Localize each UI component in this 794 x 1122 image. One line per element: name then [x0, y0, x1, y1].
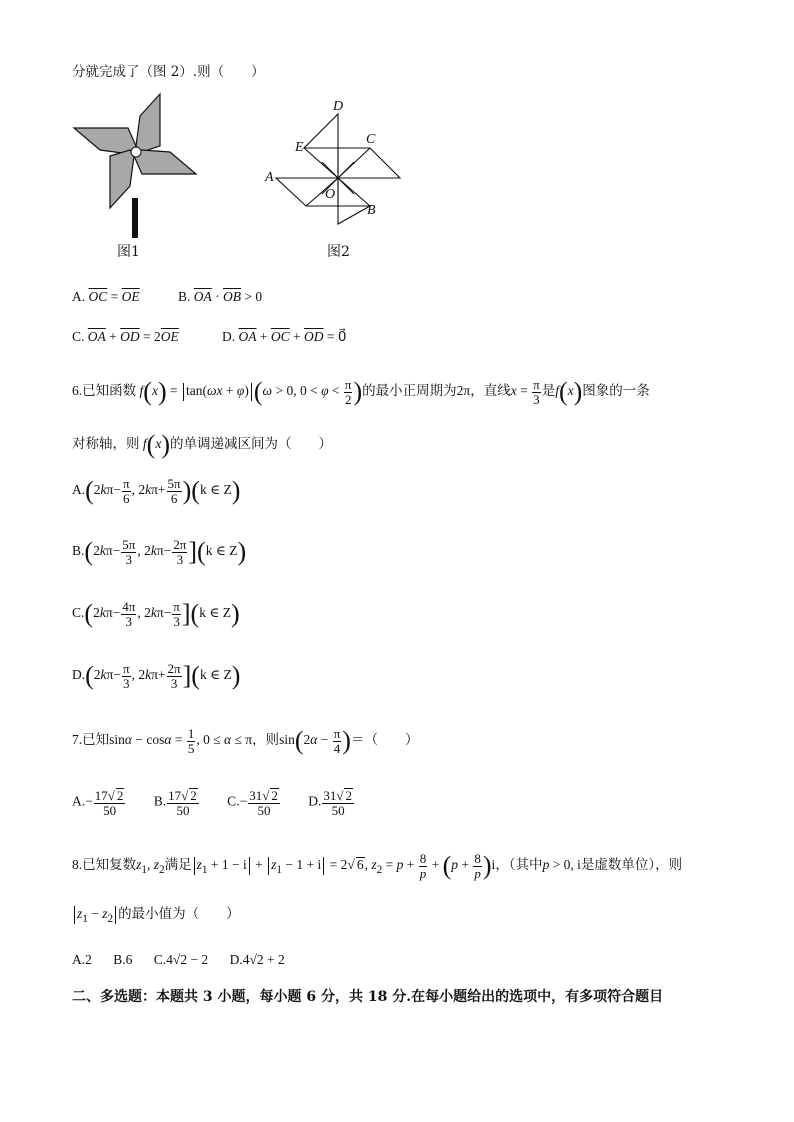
frac-num: 2π — [167, 661, 181, 676]
pinwheel-stick — [132, 198, 138, 238]
point-label-b: B — [367, 203, 376, 218]
q8-option-c[interactable] — [154, 952, 208, 967]
option-expr: $\overline{OC} = \overline{OE}$ — [88, 289, 140, 304]
frac-num: 2π — [173, 537, 187, 552]
q8-text: ，（其中 — [495, 857, 543, 873]
q7-option-a[interactable]: A.− $\frac{17√ 2}{50}$ — [72, 788, 124, 818]
section-2-heading: 二、多选题：本题共 3 小题，每小题 6 分，共 18 分.在每小题给出的选项中，有多项符合题目 — [72, 989, 664, 1005]
q6-stem-line-1: 6.已知函数 f(x) = tan(ωx + φ) (ω > 0, 0 < φ < $\frac{\pi}{2}$ )的最小正周期为2π，直线x = $\frac{\pi}{3}$ 是f(x)图象的一条 — [72, 377, 650, 407]
frac-num: 17 — [168, 788, 182, 803]
q6-period: 2π — [456, 383, 471, 399]
frac-num: 17 — [94, 788, 108, 803]
frac-num: 4π — [122, 599, 136, 614]
q7-option-d[interactable]: D. $\frac{31√ 2}{50}$ — [308, 788, 352, 818]
k-condition: k ∈ Z — [199, 482, 232, 498]
option-label: C. — [227, 793, 240, 809]
q8-text: 满足 — [164, 857, 192, 873]
question-number: 7. — [72, 732, 83, 748]
q8-stem-line-2: $z_1 - z_2$ 的最小值为（ ） — [72, 906, 240, 925]
sign: + — [157, 482, 166, 498]
option-label: A. — [72, 289, 86, 304]
option-label: B. — [113, 952, 126, 967]
q7-text: ＝（ ） — [350, 732, 419, 748]
pinwheel-pin — [131, 147, 141, 157]
option-value: 2 — [85, 952, 92, 967]
frac-num: π — [123, 476, 130, 491]
option-label: A. — [72, 482, 86, 498]
frac-den: 6 — [167, 491, 182, 506]
point-label-o: O — [325, 187, 336, 202]
q6-option-a[interactable]: A.(2kπ− $\frac{\pi}{6}$ , 2kπ+ $\frac{5\pi}{6}$ )(k ∈ Z) — [72, 476, 241, 506]
q8-option-a[interactable] — [72, 952, 92, 967]
point-label-d: D — [333, 99, 344, 114]
q7-text: ，则 — [252, 732, 280, 748]
frac-den: 3 — [121, 552, 136, 567]
option-label: C. — [153, 952, 167, 967]
q6-option-b[interactable]: B.(2kπ− $\frac{5\pi}{3}$ , 2kπ− $\frac{2\pi}{3}$ ](k ∈ Z) — [72, 537, 247, 567]
frac-num: π — [123, 661, 130, 676]
point-label-c: C — [366, 132, 376, 147]
q8-option-b[interactable] — [113, 952, 132, 967]
option-value: 6 — [125, 952, 133, 967]
sign: + — [157, 667, 166, 683]
frac-den: 3 — [172, 552, 187, 567]
figure-1-label: 图1 — [117, 244, 140, 260]
q8-stem-line-1: 8.已知复数$z_1$, $z_2$满足 $z_1 + 1 - i + z_1 - 1 + i = 2√$ 6, $z_2 = p$ + $\frac{8}{p}$ + (p + $\frac{8}{p}$ )i，（其中p > 0, i是虚数单位），则 — [72, 851, 683, 881]
sign: − — [163, 605, 172, 621]
frac-den: 3 — [123, 675, 130, 691]
sign: − — [113, 482, 121, 498]
q6-text: 的单调递减区间为（ ） — [169, 436, 332, 452]
option-label: D. — [222, 329, 236, 344]
k-condition: k ∈ Z — [205, 543, 238, 559]
q5-option-c[interactable] — [72, 330, 179, 344]
q7-options — [72, 788, 379, 817]
option-value: 4√2 − 2 — [166, 952, 209, 967]
figure-2-edge — [338, 148, 400, 178]
bracket: ( — [85, 476, 94, 506]
option-label: D. — [308, 793, 322, 809]
q6-text: 对称轴，则 — [72, 436, 140, 452]
sign: − — [85, 793, 93, 809]
pinwheel-blade — [74, 128, 136, 154]
q7-stem: 7.已知sinα − cosα = $\frac{1}{5}$ , 0 ≤ α ≤ π，则sin(2α − $\frac{\pi}{4}$ )＝（ ） — [72, 726, 419, 756]
k-condition: k ∈ Z — [199, 605, 231, 621]
q8-options — [72, 953, 285, 967]
pinwheel-blade — [110, 150, 134, 208]
option-value: 4√2 + 2 — [242, 952, 285, 967]
frac-den: 50 — [94, 803, 126, 818]
pinwheel-figure-1 — [70, 90, 220, 240]
sign: − — [113, 667, 121, 683]
bracket: ) — [182, 476, 192, 506]
point-label-a: A — [265, 170, 274, 185]
figure-2-edge — [304, 114, 338, 178]
question-number: 8. — [72, 857, 83, 873]
frac-den: 50 — [167, 803, 199, 818]
figure-2-label: 图2 — [327, 244, 350, 260]
sign: − — [163, 543, 172, 559]
q6-text: 的最小正周期为 — [362, 383, 457, 399]
option-label: B. — [72, 543, 85, 559]
option-label: B. — [153, 793, 167, 809]
q8-text: 的最小值为（ ） — [118, 906, 240, 922]
sign: − — [112, 543, 121, 559]
frac-den: 3 — [167, 676, 182, 691]
frac-num: π — [173, 599, 180, 614]
option-label: C. — [72, 605, 85, 621]
frac-num: 31 — [323, 788, 337, 803]
option-label: A. — [72, 952, 86, 967]
figure-2-edge — [338, 178, 370, 224]
option-label: D. — [229, 952, 243, 967]
sign: − — [239, 793, 248, 809]
frac-num: 31 — [249, 788, 263, 803]
sign: − — [112, 605, 121, 621]
bracket: ( — [84, 537, 94, 567]
q6-text: 已知函数 — [82, 383, 137, 399]
option-label: D. — [72, 667, 86, 683]
q6-text: 是 — [541, 383, 556, 399]
option-label: C. — [72, 329, 85, 344]
frac-den: 50 — [322, 803, 354, 818]
frac-den: 6 — [123, 490, 130, 506]
k-condition: k ∈ Z — [199, 667, 232, 683]
q8-option-d[interactable] — [230, 952, 285, 967]
bracket: ] — [182, 661, 192, 691]
pinwheel-blade — [134, 150, 196, 174]
q7-option-b[interactable]: B. $\frac{17√ 2}{50}$ — [153, 788, 197, 818]
q6-text: 图象的一条 — [582, 383, 650, 399]
frac-den: 3 — [173, 613, 180, 629]
point-label-e: E — [295, 140, 304, 155]
pinwheel-figure-2 — [262, 98, 412, 228]
option-label: B. — [178, 289, 191, 304]
bracket: ] — [188, 537, 198, 567]
q7-option-c[interactable]: C.− $\frac{31√ 2}{50}$ — [227, 788, 278, 818]
frac-den: 50 — [248, 803, 280, 818]
q5-option-d[interactable] — [222, 330, 346, 344]
q5-option-b[interactable] — [178, 290, 262, 304]
q8-text: 是虚数单位），则 — [580, 857, 683, 873]
option-expr: $\overline{OA} + \overline{OC} + \overline{OD}$ = 0⃗ — [238, 329, 347, 344]
q7-text: 已知 — [82, 732, 110, 748]
q6-option-d[interactable]: D.(2kπ− $\frac{\pi}{3}$ , 2kπ+ $\frac{2\pi}{3}$ ](k ∈ Z) — [72, 661, 241, 691]
frac-num: 5π — [167, 476, 181, 491]
bracket: ( — [84, 599, 94, 629]
q6-stem-line-2: 对称轴，则 f(x)的单调递减区间为（ ） — [72, 430, 332, 459]
intro-line: 分就完成了（图 2）.则（ ） — [72, 64, 265, 80]
q6-text: ，直线 — [470, 383, 511, 399]
q8-text: 已知复数 — [82, 857, 137, 873]
option-expr: $\overline{OA} + \overline{OD} = 2\overline{OE}$ — [87, 329, 179, 344]
q5-option-a[interactable] — [72, 290, 140, 304]
q6-option-c[interactable]: C.(2kπ− $\frac{4\pi}{3}$ , 2kπ− $\frac{\pi}{3}$ ](k ∈ Z) — [72, 599, 240, 629]
bracket: ] — [181, 599, 191, 629]
frac-den: 3 — [121, 614, 136, 629]
frac-num: 5π — [122, 537, 136, 552]
pinwheel-blade — [136, 94, 160, 152]
question-number: 6. — [72, 383, 83, 399]
option-expr: $\overline{OA} \cdot \overline{OB} > 0$ — [193, 289, 263, 304]
option-label: A. — [72, 793, 86, 809]
bracket: ( — [85, 661, 94, 691]
